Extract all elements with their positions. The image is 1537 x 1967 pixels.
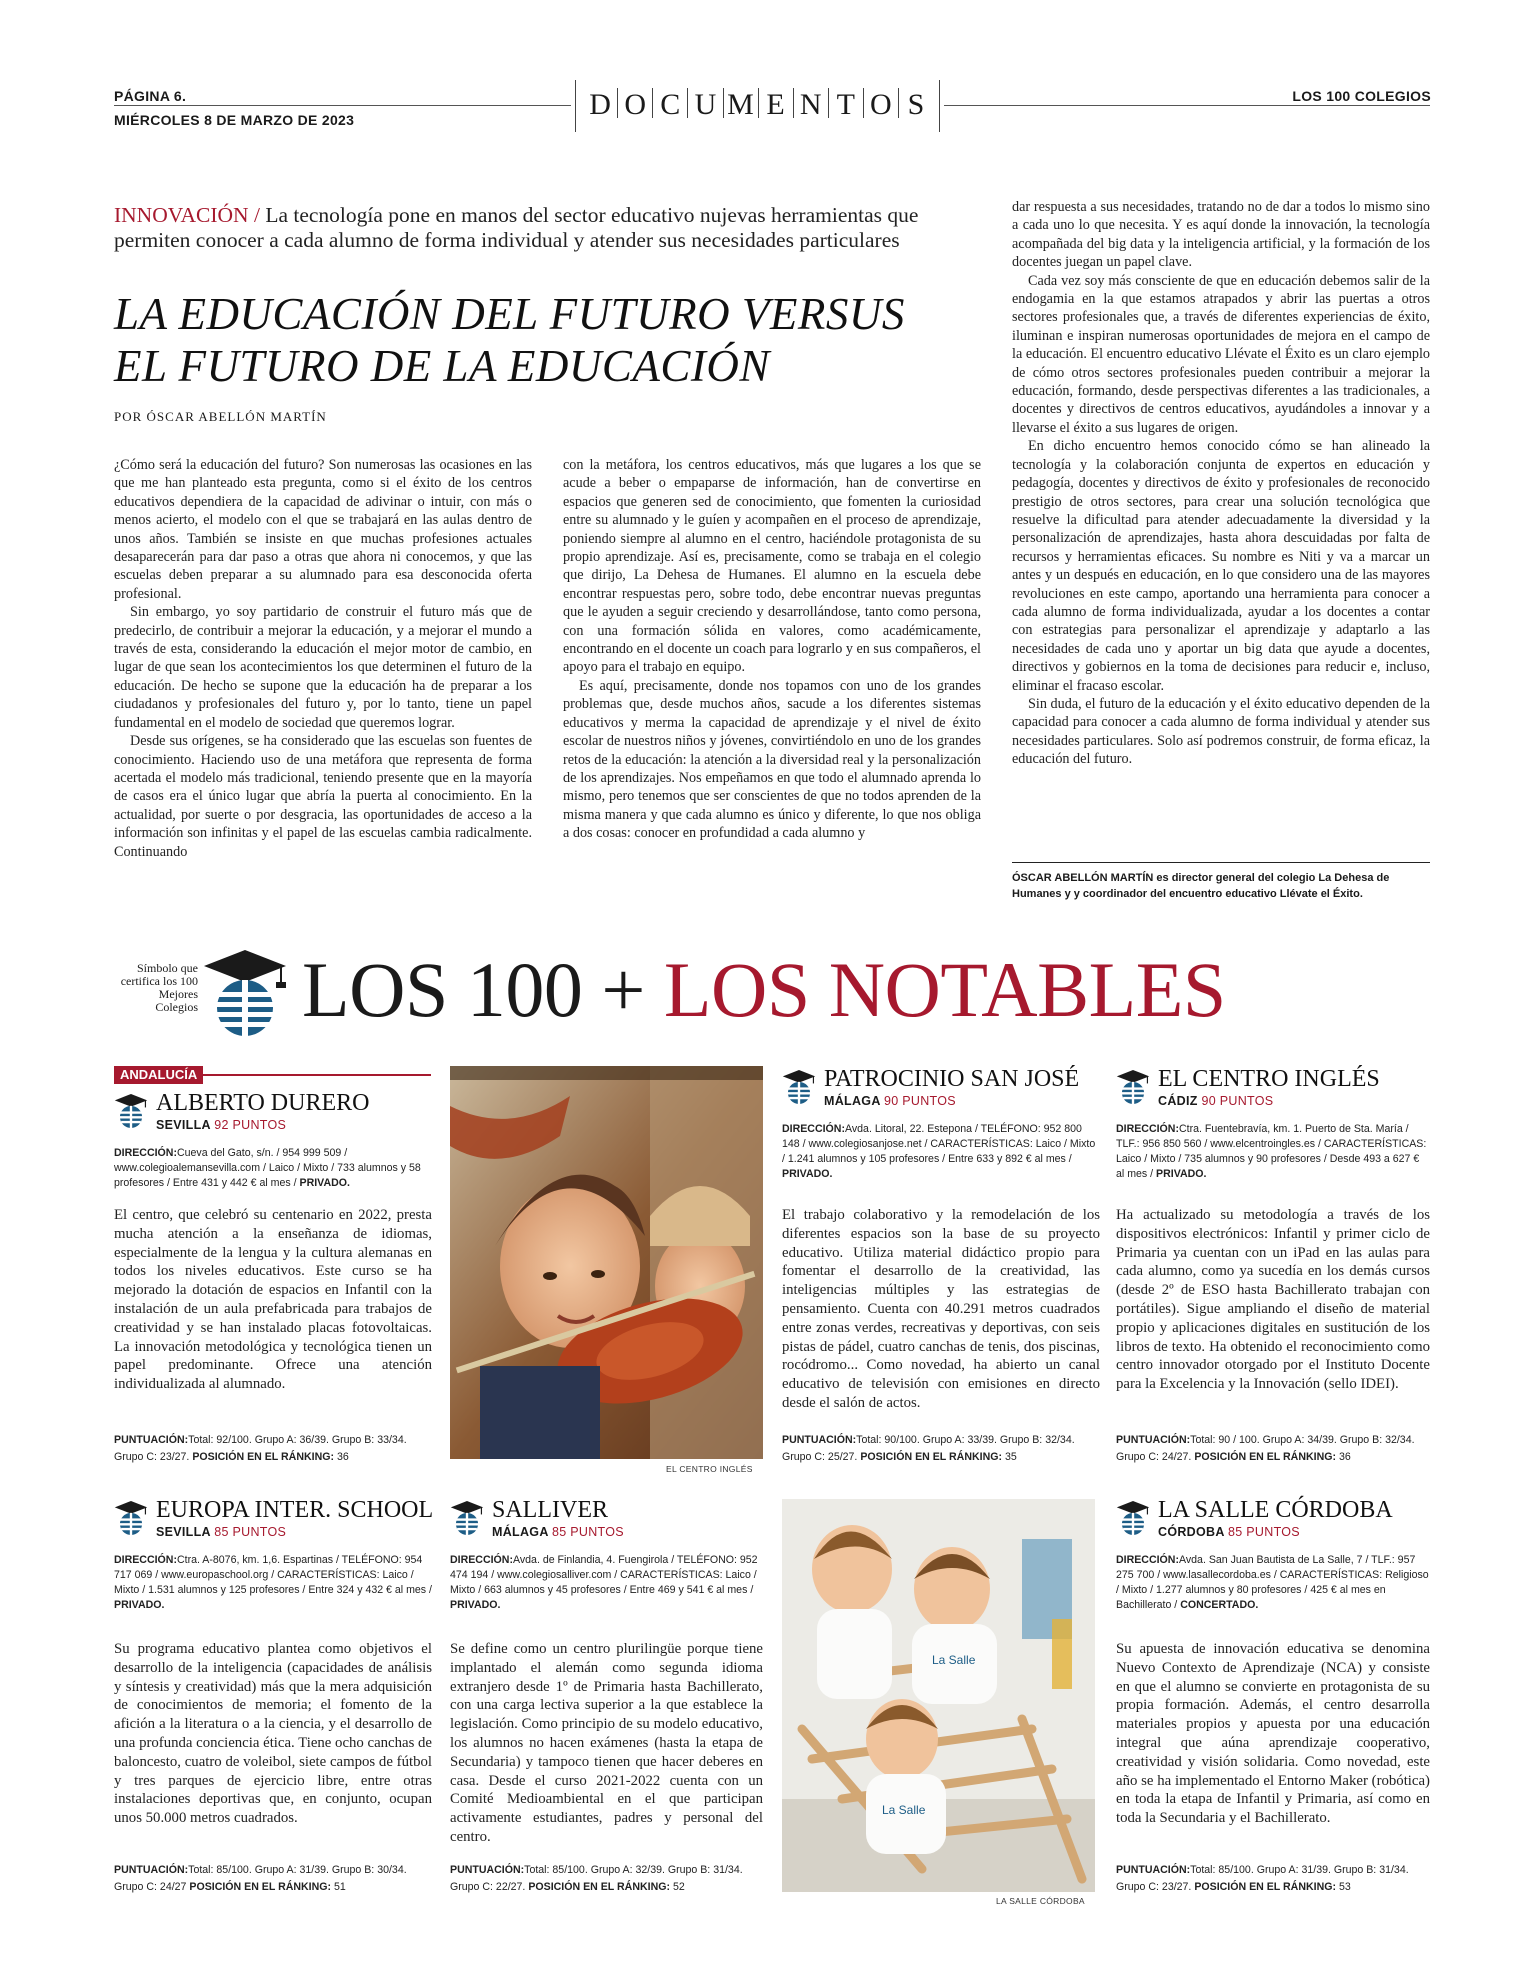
school-info — [1116, 1553, 1430, 1613]
info-label: DIRECCIÓN: — [114, 1147, 177, 1159]
school-points: 92 PUNTOS — [214, 1118, 287, 1132]
section-title-box — [575, 80, 940, 132]
school-score — [114, 1862, 432, 1896]
section-title-letter: S — [907, 88, 925, 121]
rank-value: 36 — [1338, 1451, 1351, 1463]
section-title-letter: N — [799, 88, 822, 121]
school-name: ALBERTO DURERO — [156, 1090, 370, 1116]
article-paragraph: Desde sus orígenes, se ha considerado que las escuelas son fuentes de conocimiento. Haciendo uso de una metáfora que representa de forma acertada el modelo más tradicional, teniendo presente que en la mayoría de casos era el único lugar que abría la puerta al conocimiento. En la actualidad, por suerte o por desgracia, las oportunidades de acceso a la información son infinitas y el papel de las escuelas cambia radicalmente. Continuando — [114, 733, 532, 860]
school-location — [156, 1118, 286, 1132]
rank-label: POSICIÓN EN EL RÁNKING: — [1194, 1881, 1336, 1893]
rank-label: POSICIÓN EN EL RÁNKING: — [1194, 1451, 1336, 1463]
violin-photo — [450, 1066, 763, 1459]
school-name: SALLIVER — [492, 1497, 608, 1523]
section-title-letter: C — [660, 88, 681, 121]
rank-label: POSICIÓN EN EL RÁNKING: — [189, 1881, 332, 1893]
school-description: Su programa educativo plantea como objetivos el desarrollo de la inteligencia (capacidades de análisis y síntesis y creatividad) más que la mera adquisición de conocimientos de memoria; el fomento de la afición a la literatura o a la ciencia, y el desarrollo de una profunda conciencia ética. Tiene ocho canchas de baloncesto, cuatro de voleibol, siete campos de fútbol y tres parques de ejercicio libre, entre otras instalaciones deportivas que, en conjunto, ocupan unos 50.000 metros cuadrados. — [114, 1641, 433, 1827]
section-title-letter: T — [836, 88, 855, 121]
publication-date: MIÉRCOLES 8 DE MARZO DE 2023 — [114, 112, 355, 128]
rank-value: 35 — [1004, 1451, 1017, 1463]
school-location — [1158, 1094, 1273, 1108]
article-byline: POR ÓSCAR ABELLÓN MARTÍN — [114, 409, 327, 424]
school-score — [1116, 1862, 1430, 1896]
page-number: PÁGINA 6. — [114, 88, 187, 104]
info-label: DIRECCIÓN: — [782, 1123, 845, 1135]
rank-value: 36 — [336, 1451, 349, 1463]
graduation-cap-icon — [1116, 1499, 1150, 1537]
article-paragraph: Sin embargo, yo soy partidario de construir el futuro más que de predecirlo, de contribuir a mejorar la educación, y a mejorar el mundo a través de esta, considerando la educación el mejor motor de cambio, en lugar de que sean los acontecimientos los que determinen el futuro de la educación. De hecho se supone que la educación ha de preparar a los ciudadanos y profesionales del futuro y, por lo tanto, tiene un papel fundamental en el modelo de sociedad que queremos lograr. — [114, 604, 532, 731]
graduation-cap-icon — [202, 946, 288, 1040]
section-title — [583, 88, 933, 122]
school-name: EUROPA INTER. SCHOOL — [156, 1497, 434, 1523]
school-info — [782, 1122, 1100, 1182]
school-description: El centro, que celebró su centenario en 2022, presta mucha atención a la enseñanza de idiomas, especialmente de la lengua y la cultura alemanas en todos los niveles educativos. Este curso se ha mejorado la dotación de espacios en Infantil con la instalación de un aula prefabricada para trabajos de creatividad y se han instalado placas fotovoltaicas. La innovación metodológica y tecnológica tienen un papel predominante. Ofrece una atención individualizada al alumnado. — [114, 1207, 432, 1393]
rank-label: POSICIÓN EN EL RÁNKING: — [192, 1451, 334, 1463]
graduation-cap-icon — [114, 1092, 148, 1130]
school-name: EL CENTRO INGLÉS — [1158, 1066, 1380, 1092]
graduation-cap-icon — [782, 1068, 816, 1106]
school-info — [114, 1553, 432, 1613]
photo-caption: LA SALLE CÓRDOBA — [996, 1896, 1085, 1906]
school-city: CÓRDOBA — [1158, 1525, 1225, 1539]
article-paragraph: En dicho encuentro hemos conocido cómo se han alineado la tecnología y la colaboración conjunta de expertos en educación y pedagogía, docentes y directivos de éxito y profesionales de reconocido prestigio de otros sectores, para crear una solución tecnológica que resuelve la dificultad para atender adecuadamente la diversidad y la personalización de aprendizajes, hasta ahora descuidadas por falta de recursos y herramientas eficaces. Su nombre es Niti y va a marcar un antes y un después en educación, en lo que considero una de las mayores revoluciones en este campo, aportando una herramienta para conocer a cada alumno de forma individualizada, ayudar a los docentes a contar con estrategias para personalizar el aprendizaje y adaptarlo a las necesidades de cada uno y aportar un big data que ayude a docentes, directivos y gobiernos en la toma de decisiones para reducir e, incluso, eliminar el fracaso escolar. — [1012, 438, 1430, 694]
rank-value: 53 — [1338, 1881, 1351, 1893]
school-score — [114, 1432, 432, 1466]
photo-caption: EL CENTRO INGLÉS — [666, 1464, 753, 1474]
article-paragraph: dar respuesta a sus necesidades, tratando no de dar a todos lo mismo sino a cada uno lo que necesita. Y es aquí donde la innovación, la tecnología acompañada del big data y la inteligencia artificial, y la formación de los docentes juegan un papel clave. — [1012, 199, 1430, 271]
supplement-name: LOS 100 COLEGIOS — [1292, 88, 1431, 104]
school-description: El trabajo colaborativo y la remodelación de los diferentes espacios son la base de su proyecto educativo. Utiliza material didáctico propio para fomentar el desarrollo de la creatividad, las inteligencias múltiples y las estrategias de pensamiento. Cuenta con 40.291 metros cuadrados entre zonas verdes, recreativas y deportivas, con seis pistas de pádel, cuatro canchas de tenis, dos piscinas, rocódromo... Como novedad, ha abierto un canal educativo de televisión con emisiones en directo desde el salón de actos. — [782, 1207, 1100, 1411]
score-label: PUNTUACIÓN: — [1116, 1864, 1191, 1876]
article-paragraph: con la metáfora, los centros educativos, más que lugares a los que se acude a beber o empaparse de información, han de convertirse en espacios que generen sed de conocimiento, que fomenten la curiosidad entre su alumnado y le guíen y acompañen en el proceso de aprendizaje, poniendo siempre al alumno en el centro, haciéndole protagonista de su propio aprendizaje. Así es, precisamente, como se trabaja en el colegio que dirijo, La Dehesa de Humanes. El alumno en la escuela debe encontrar respuestas pero, sobre todo, debe encontrar nuevas preguntas que le ayuden a seguir creciendo y desarrollándose, tanto como persona, con una formación sólida en valores, como académicamente, encontrando en el docente un coach para lograrlo y en sus compañeros, el apoyo para el trabajo en equipo. — [563, 457, 981, 676]
info-type: PRIVADO. — [1156, 1168, 1207, 1180]
info-type: PRIVADO. — [114, 1599, 165, 1611]
school-score — [782, 1432, 1100, 1466]
school-location — [156, 1525, 286, 1539]
school-name: LA SALLE CÓRDOBA — [1158, 1497, 1393, 1523]
school-points: 90 PUNTOS — [1201, 1094, 1274, 1108]
school-score — [450, 1862, 763, 1896]
school-city: SEVILLA — [156, 1118, 211, 1132]
score-label: PUNTUACIÓN: — [114, 1434, 189, 1446]
banner-title-black: LOS 100 + — [302, 946, 645, 1033]
school-points: 90 PUNTOS — [883, 1094, 956, 1108]
score-text: Total: 85/100. Grupo A: 31/39. Grupo B: 30/34. Grupo C: 24/27 — [114, 1864, 407, 1893]
article-column-1 — [114, 456, 532, 861]
svg-text:La Salle: La Salle — [932, 1653, 976, 1667]
score-label: PUNTUACIÓN: — [450, 1864, 525, 1876]
school-location — [824, 1094, 956, 1108]
rank-label: POSICIÓN EN EL RÁNKING: — [528, 1881, 670, 1893]
section-title-letter: E — [766, 88, 785, 121]
graduation-cap-icon — [114, 1499, 148, 1537]
score-text: Total: 90/100. Grupo A: 33/39. Grupo B: 32/34. Grupo C: 25/27. — [782, 1434, 1075, 1463]
school-city: MÁLAGA — [492, 1525, 549, 1539]
school-points: 85 PUNTOS — [1228, 1525, 1300, 1539]
score-text: Total: 90 / 100. Grupo A: 34/39. Grupo B: 32/34. Grupo C: 24/27. — [1116, 1434, 1415, 1463]
school-location — [492, 1525, 624, 1539]
info-label: DIRECCIÓN: — [114, 1554, 177, 1566]
info-label: DIRECCIÓN: — [450, 1554, 513, 1566]
article-column-2 — [563, 456, 981, 843]
school-name: PATROCINIO SAN JOSÉ — [824, 1066, 1080, 1092]
info-text: Avda. San Juan Bautista de La Salle, 7 / TLF.: 957 275 700 / www.lasallecordoba.es / CARACTERÍSTICAS: Religioso / Mixto / 1.277 alumnos y 80 profesores / 425 € al mes en Bachillerato / — [1116, 1554, 1429, 1611]
school-points: 85 PUNTOS — [551, 1525, 624, 1539]
school-location — [1158, 1525, 1300, 1539]
svg-text:La Salle: La Salle — [882, 1803, 926, 1817]
school-info — [114, 1146, 432, 1191]
headline-line-1: LA EDUCACIÓN DEL FUTURO VERSUS — [114, 289, 905, 339]
score-text: Total: 85/100. Grupo A: 32/39. Grupo B: 31/34. Grupo C: 22/27. — [450, 1864, 743, 1893]
article-paragraph: Es aquí, precisamente, donde nos topamos con uno de los grandes problemas que, desde muchos años, sacude a los diferentes sistemas educativos y merma la capacidad de aprendizaje y el nivel de éxito escolar de nuestros niños y jóvenes, convirtiéndolo en uno de los grandes retos de la educación: la atención a la diversidad real y la personalización de los aprendizajes. Nos empeñamos en que todo el alumnado aprenda lo mismo, pero tenemos que ser conscientes de que no todos aprenden de la misma manera y que cada alumno es único y diferente, lo que nos obliga a dos cosas: conocer en profundidad a cada alumno y — [563, 677, 981, 842]
info-text: Ctra. A-8076, km. 1,6. Espartinas / TELÉFONO: 954 717 069 / www.europaschool.org / CARACTERÍSTICAS: Laico / Mixto / 1.531 alumnos y 125 profesores / Entre 324 y 432 € al mes / — [114, 1554, 432, 1596]
banner-title — [302, 946, 1226, 1033]
score-label: PUNTUACIÓN: — [1116, 1434, 1191, 1446]
info-text: Avda. de Finlandia, 4. Fuengirola / TELÉFONO: 952 474 194 / www.colegiosalliver.com / CARACTERÍSTICAS: Laico / Mixto / 663 alumnos y 45 profesores / Entre 469 y 541 € al mes / — [450, 1554, 758, 1596]
children-climbing-photo — [782, 1499, 1095, 1892]
score-text: Total: 85/100. Grupo A: 31/39. Grupo B: 31/34. Grupo C: 23/27. — [1116, 1864, 1409, 1893]
school-city: SEVILLA — [156, 1525, 211, 1539]
score-label: PUNTUACIÓN: — [782, 1434, 857, 1446]
info-type: CONCERTADO. — [1180, 1599, 1259, 1611]
section-title-letter: O — [870, 88, 892, 121]
article-headline — [114, 288, 994, 392]
score-text: Total: 92/100. Grupo A: 36/39. Grupo B: 33/34. Grupo C: 23/27. — [114, 1434, 407, 1463]
rank-value: 51 — [334, 1881, 346, 1893]
article-paragraph: Cada vez soy más consciente de que en educación debemos salir de la endogamia en la que estamos atrapados y abrir las puertas a otros sectores profesionales que, a través de diferentes experiencias de éxito, iluminan e inspiran numerosas oportunidades de mejora en el campo de la educación. El encuentro educativo Llévate el Éxito es un claro ejemplo de cómo otros sectores profesionales pueden contribuir a mejorar la educación, formando, desde perspectivas diferentes a las tradicionales, a docentes y directivos de centros educativos, ayudándoles a innovar y a llevarse el éxito a sus lugares de origen. — [1012, 272, 1430, 436]
rank-value: 52 — [672, 1881, 685, 1893]
author-signature: ÓSCAR ABELLÓN MARTÍN es director general del colegio La Dehesa de Humanes y y coordinador del encuentro educativo Llévate el Éxito. — [1012, 872, 1390, 900]
article-paragraph: Sin duda, el futuro de la educación y el éxito educativo dependen de la capacidad para conocer a cada alumno de forma individual y atender sus necesidades particulares. Solo así podremos construir, de forma eficaz, la educación del futuro. — [1012, 695, 1430, 768]
school-info — [1116, 1122, 1430, 1182]
school-points: 85 PUNTOS — [214, 1525, 287, 1539]
school-description: Se define como un centro plurilingüe porque tiene implantado el alemán como segunda idioma extranjero desde 1º de Primaria hasta Bachillerato, con una carga lectiva superior a la que establece la legislación. Como principio de su modelo educativo, los alumnos no hacen exámenes (hasta la etapa de Secundaria) y tampoco tienen que hacer deberes en casa. Desde el curso 2021-2022 cuenta con un Comité Medioambiental en el que participan activamente estudiantes, padres y personal del centro. — [450, 1641, 763, 1845]
school-city: MÁLAGA — [824, 1094, 881, 1108]
info-type: PRIVADO. — [450, 1599, 501, 1611]
info-text: Ctra. Fuentebravía, km. 1. Puerto de Sta. María / TLF.: 956 850 560 / www.elcentroingles.es / CARACTERÍSTICAS: Laico / Mixto / 735 alumnos y 90 profesores / Desde 493 a 627 € al mes / — [1116, 1123, 1427, 1180]
graduation-cap-icon — [450, 1499, 484, 1537]
score-label: PUNTUACIÓN: — [114, 1864, 189, 1876]
banner-title-red: LOS NOTABLES — [663, 946, 1226, 1033]
section-title-letter: M — [727, 88, 754, 121]
info-text: Cueva del Gato, s/n. / 954 999 509 / www.colegioalemansevilla.com / Laico / Mixto / 733 alumnos y 58 profesores / Entre 431 y 442 € al mes / — [114, 1147, 421, 1189]
region-tag: ANDALUCÍA — [114, 1066, 203, 1084]
info-type: PRIVADO. — [299, 1177, 350, 1189]
info-text: Avda. Litoral, 22. Estepona / TELÉFONO: 952 800 148 / www.colegiosanjose.net / CARACTERÍSTICAS: Laico / Mixto / 1.241 alumnos y 105 profesores / Entre 633 y 892 € al mes / — [782, 1123, 1096, 1165]
school-description: Ha actualizado su metodología a través de los dispositivos electrónicos: Infantil y primer ciclo de Primaria ya cuentan con un iPad en las aulas para cada alumno, como ya sucedía en los demás cursos (desde 2º de ESO hasta Bachillerato trabajan con portátiles). Sigue ampliando el diseño de material propio y aplicaciones digitales en sustitución de los libros de texto. Ha obtenido el reconocimiento como centro innovador otorgado por el Instituto Docente para la Excelencia y la Innovación (sello IDEI). — [1116, 1207, 1430, 1393]
article-dek — [114, 203, 984, 253]
section-title-letter: D — [589, 88, 611, 121]
article-column-3 — [1012, 198, 1430, 769]
school-city: CÁDIZ — [1158, 1094, 1198, 1108]
section-title-letter: U — [694, 88, 717, 121]
info-type: PRIVADO. — [782, 1168, 833, 1180]
article-dek-text: La tecnología pone en manos del sector educativo nujevas herramientas que permiten conocer a cada alumno de forma individual y atender sus necesidades particulares — [114, 203, 919, 252]
school-score — [1116, 1432, 1430, 1466]
info-label: DIRECCIÓN: — [1116, 1123, 1179, 1135]
rank-label: POSICIÓN EN EL RÁNKING: — [860, 1451, 1002, 1463]
symbol-caption: Símbolo que certifica los 100 Mejores Colegios — [120, 961, 198, 1014]
article-paragraph: ¿Cómo será la educación del futuro? Son numerosas las ocasiones en las que me han planteado esta pregunta, como si el éxito de los centros educativos dependiera de la capacidad de adivinar o intuir, con más o menos acierto, el modelo con el que se trabajará en las aulas dentro de unos años. También se insiste en que muchas profesiones actuales desaparecerán para dar paso a otras que ahora ni conocemos, y que las escuelas deben preparar a su alumnado para esa desconocida oferta profesional. — [114, 457, 532, 602]
school-description: Su apuesta de innovación educativa se denomina Nuevo Contexto de Aprendizaje (NCA) y consiste en que el alumno se convierte en protagonista de su propia formación. Además, el centro desarrolla materiales propios y apuesta por una educación integral que aúna aprendizaje cooperativo, creatividad y visión solidaria. Como novedad, este año se ha implementado el Entorno Maker (robótica) en toda la etapa de Infantil y Primaria, así como en toda la Secundaria y el Bachillerato. — [1116, 1641, 1430, 1827]
info-label: DIRECCIÓN: — [1116, 1554, 1179, 1566]
graduation-cap-icon — [1116, 1068, 1150, 1106]
section-title-letter: O — [624, 88, 647, 121]
school-info — [450, 1553, 763, 1613]
headline-line-2: EL FUTURO DE LA EDUCACIÓN — [114, 341, 770, 391]
article-kicker: INNOVACIÓN / — [114, 203, 260, 227]
